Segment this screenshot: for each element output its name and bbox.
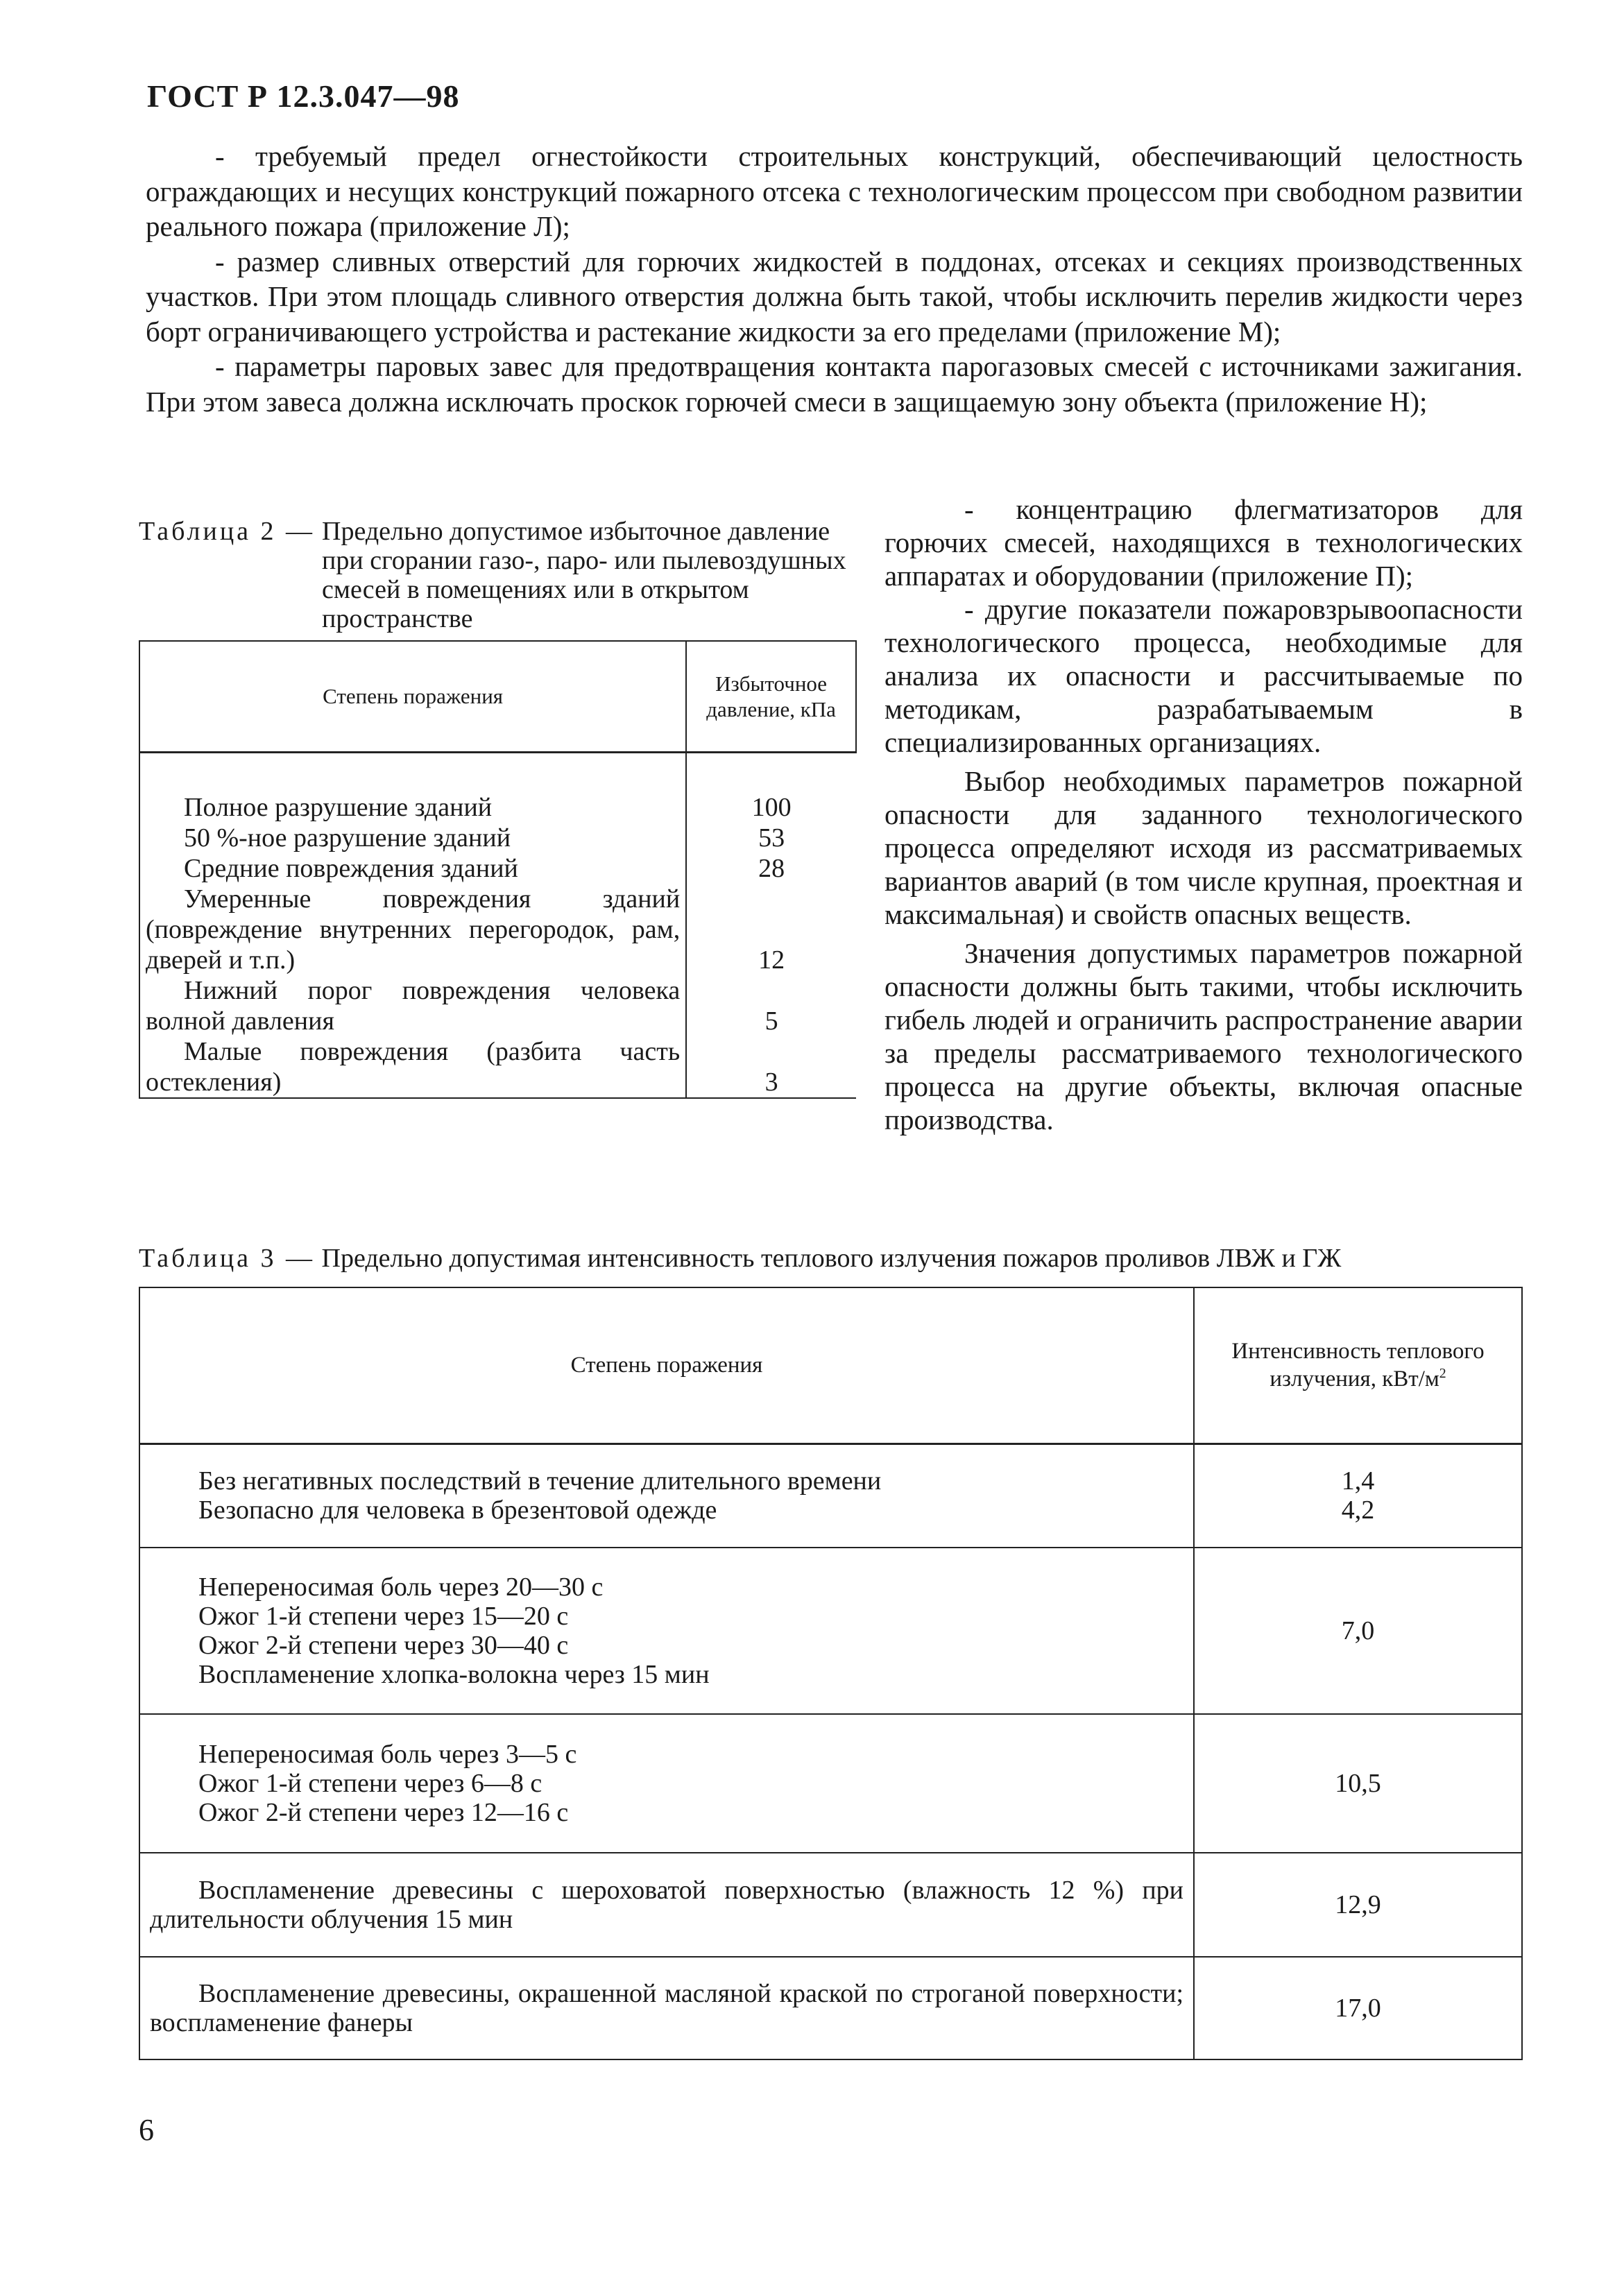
row-line: Без негативных последствий в течение длительного времени bbox=[198, 1466, 882, 1496]
table2-title: Предельно допустимое избыточное давление при сгорании газо-, паро- или пылевоздушных смесей в помещениях или в открытом пространстве bbox=[322, 517, 846, 633]
table3-col2-header: Интенсивность теплового излучения, кВт/$м^2$ bbox=[1194, 1287, 1522, 1444]
table-row bbox=[139, 1957, 1522, 2059]
table-row bbox=[139, 1548, 1522, 1714]
table-row bbox=[139, 792, 856, 823]
intro-paragraph: - параметры паровых завес для предотвращения контакта парогазовых смесей с источниками зажигания. При этом завеса должна исключать проскок горючей смеси в защищаемую зону объекта (приложение Н); bbox=[146, 350, 1523, 418]
table-row bbox=[139, 1036, 856, 1098]
table2-col2-header: Избыточное давление, кПа bbox=[686, 641, 856, 752]
table-row bbox=[139, 823, 856, 853]
table2-block bbox=[139, 517, 860, 1099]
row-value: 100 bbox=[751, 793, 792, 822]
row-line: Ожог 2-й степени через 30—40 с bbox=[198, 1631, 569, 1660]
row-line: Непереносимая боль через 3—5 с bbox=[198, 1740, 577, 1769]
body-paragraph: Выбор необходимых параметров пожарной опасности для заданного технологического процесса определяют исходя из рассматриваемых вариантов аварий (в том числе крупная, проектная и максимальная) и свойств опасных веществ. bbox=[884, 765, 1523, 930]
table2-label: Таблица 2 — bbox=[139, 517, 316, 546]
body-paragraph: - другие показатели пожаровзрывоопасности технологического процесса, необходимые для анализа их опасности и рассчитываемые по методикам, разрабатываемым в специализированных организациях. bbox=[884, 593, 1523, 758]
row-line: Ожог 1-й степени через 15—20 с bbox=[198, 1602, 569, 1631]
row-line: Воспламенение древесины, окрашенной масляной краской по строганой поверхности; воспламенение фанеры bbox=[150, 1979, 1183, 2037]
row-label: Умеренные повреждения зданий (повреждение внутренних перегородок, рам, дверей и т.п.) bbox=[146, 884, 681, 975]
table-row bbox=[139, 1714, 1522, 1853]
row-value: 4,2 bbox=[1341, 1496, 1375, 1525]
intro-text bbox=[146, 139, 1523, 419]
row-label: Нижний порог повреждения человека волной давления bbox=[146, 976, 681, 1036]
table3-caption bbox=[139, 1243, 1341, 1274]
row-label: Малые повреждения (разбита часть остекления) bbox=[146, 1037, 681, 1097]
table2-caption bbox=[139, 517, 860, 633]
row-value: 53 bbox=[758, 823, 785, 853]
row-value: 12,9 bbox=[1194, 1853, 1522, 1957]
row-line: Воспламенение хлопка-волокна через 15 мин bbox=[198, 1660, 710, 1689]
document-header: ГОСТ Р 12.3.047—98 bbox=[147, 78, 460, 114]
row-line: Непереносимая боль через 20—30 с bbox=[198, 1573, 604, 1602]
row-label: Средние повреждения зданий bbox=[184, 854, 518, 883]
row-value: 7,0 bbox=[1194, 1548, 1522, 1714]
intro-paragraph: - требуемый предел огнестойкости строительных конструкций, обеспечивающий целостность ограждающих и несущих конструкций пожарного отсека с технологическим процессом при свободном развитии реального пожара (приложение Л); bbox=[146, 140, 1523, 242]
row-line: Безопасно для человека в брезентовой одежде bbox=[198, 1496, 717, 1525]
row-line: Ожог 2-й степени через 12—16 с bbox=[198, 1798, 569, 1827]
row-line: Ожог 1-й степени через 6—8 с bbox=[198, 1769, 542, 1798]
table-row bbox=[139, 975, 856, 1036]
row-value: 12 bbox=[758, 945, 785, 975]
table-row bbox=[139, 1444, 1522, 1548]
intro-paragraph: - размер сливных отверстий для горючих жидкостей в поддонах, отсеках и секциях производственных участков. При этом площадь сливного отверстия должна быть такой, чтобы исключить перелив жидкости через борт ограничивающего устройства и растекание жидкости за его пределами (приложение М); bbox=[146, 245, 1523, 348]
row-label: Полное разрушение зданий bbox=[184, 793, 493, 822]
right-column-text bbox=[884, 492, 1523, 1136]
row-label: 50 %-ное разрушение зданий bbox=[184, 823, 511, 853]
table3-title: Предельно допустимая интенсивность теплового излучения пожаров проливов ЛВЖ и ГЖ bbox=[321, 1244, 1342, 1273]
row-value: 1,4 bbox=[1341, 1466, 1375, 1496]
table2-col1-header: Степень поражения bbox=[139, 641, 686, 752]
table3-label: Таблица 3 — bbox=[139, 1244, 316, 1273]
body-paragraph: Значения допустимых параметров пожарной опасности должны быть такими, чтобы исключить гибель людей и ограничить распространение аварии за пределы рассматриваемого технологического процесса на другие объекты, включая опасные производства. bbox=[884, 937, 1523, 1136]
table-row bbox=[139, 853, 856, 884]
row-value: 10,5 bbox=[1194, 1714, 1522, 1853]
row-value: 3 bbox=[686, 1036, 856, 1098]
row-line: Воспламенение древесины с шероховатой поверхностью (влажность 12 %) при длительности облучения 15 мин bbox=[150, 1876, 1183, 1934]
table-row bbox=[139, 1853, 1522, 1957]
page-number: 6 bbox=[139, 2113, 154, 2147]
row-value: 28 bbox=[758, 854, 785, 883]
table3 bbox=[139, 1287, 1523, 2060]
table-row bbox=[139, 884, 856, 975]
body-paragraph: - концентрацию флегматизаторов для горючих смесей, находящихся в технологических аппаратах и оборудовании (приложение П); bbox=[884, 493, 1523, 592]
row-value: 17,0 bbox=[1194, 1957, 1522, 2059]
table3-col1-header: Степень поражения bbox=[139, 1287, 1194, 1444]
table2 bbox=[139, 640, 857, 1099]
row-value: 5 bbox=[764, 1007, 778, 1036]
